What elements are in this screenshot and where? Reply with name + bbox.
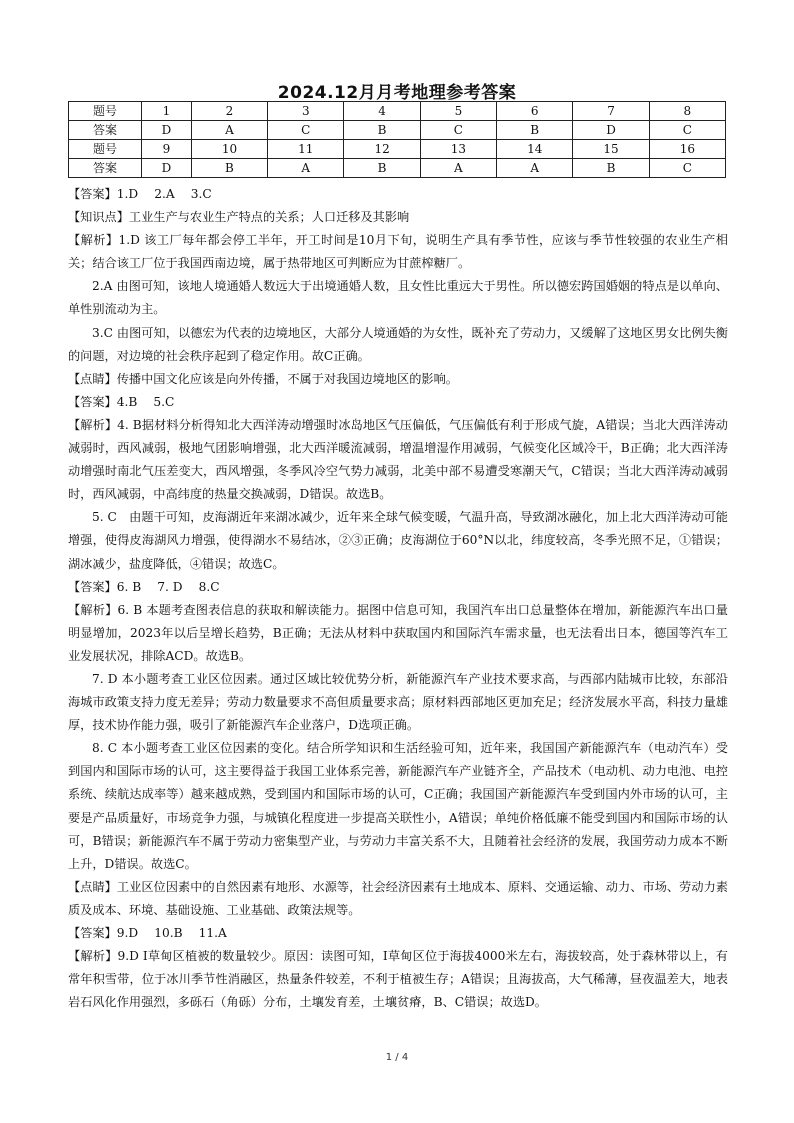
paragraph: 5. C 由题干可知，皮海湖近年来湖冰减少，近年来全球气候变暖，气温升高，导致湖冰融化，加上北大西洋涛动可能增强，使得皮海湖风力增强，使得湖水不易结冰，②③正确；皮海湖位于60°N以北，纬度较高，冬季光照不足，①错误；湖冰减少，盐度降低，④错误；故选C。 <box>68 510 728 571</box>
table-cell: 3 <box>268 102 344 121</box>
paragraph: 【解析】6. B 本题考查图表信息的获取和解读能力。据图中信息可知，我国汽车出口总量整体在增加，新能源汽车出口量明显增加，2023年以后呈增长趋势，B正确；无法从材料中获取国内和国际汽车需求量，也无法看出日本，德国等汽车工业发展状况，排除ACD。故选B。 <box>68 602 728 663</box>
paragraph: 【解析】4. B据材料分析得知北大西洋涛动增强时冰岛地区气压偏低，气压偏低有利于形成气旋，A错误；当北大西洋涛动减弱时，西风减弱，极地气团影响增强，北大西洋暖流减弱，增温增湿作用减弱，气候变化区域冷干，B正确；北大西洋涛动增强时南北气压差变大，西风增强，冬季风冷空气势力减弱，北美中部不易遭受寒潮天气，C错误；当北大西洋涛动减弱时，西风减弱，中高纬度的热量交换减弱，D错误。故选B。 <box>68 417 728 502</box>
table-cell: 16 <box>649 140 725 159</box>
paragraph: 7. D 本小题考查工业区位因素。通过区域比较优势分析，新能源汽车产业技术要求高，与西部内陆城市比较，东部沿海城市政策支持力度无差异；劳动力数量要求不高但质量要求高；原材料西部地区更加充足；经济发展水平高，科技力量雄厚，技术协作能力强，吸引了新能源汽车企业落户，D选项正确。 <box>68 671 728 733</box>
table-cell: 12 <box>344 140 420 159</box>
table-cell: A <box>497 159 573 178</box>
table-cell: 6 <box>497 102 573 121</box>
page-number: 1 / 4 <box>385 1052 409 1063</box>
table-cell: 14 <box>497 140 573 159</box>
table-cell: A <box>420 159 496 178</box>
table-cell: C <box>420 121 496 140</box>
table-row <box>69 102 726 121</box>
paragraph: 【解析】9.D Ⅰ草甸区植被的数量较少。原因：读图可知，Ⅰ草甸区位于海拔4000米左右，海拔较高，处于森林带以上，有常年积雪带，位于冰川季节性消融区，热量条件较差，不利于植被生存；A错误；且海拔高，大气稀薄，昼夜温差大，地表岩石风化作用强烈，多砾石（角砾）分布，土壤发育差，土壤贫瘠，B、C错误；故选D。 <box>68 949 728 1010</box>
table-cell: A <box>191 121 267 140</box>
answer-table-body <box>69 102 726 178</box>
table-cell: D <box>142 121 192 140</box>
paragraph: 【答案】1.D 2.A 3.C <box>68 187 212 201</box>
paragraph: 【知识点】工业生产与农业生产特点的关系；人口迁移及其影响 <box>68 210 410 225</box>
table-cell: 10 <box>191 140 267 159</box>
table-cell: 5 <box>420 102 496 121</box>
table-row-header: 题号 <box>69 140 142 159</box>
table-cell: B <box>497 121 573 140</box>
table-row <box>69 140 726 159</box>
page-title: 2024.12月月考地理参考答案 <box>277 83 517 103</box>
paragraph: 【点睛】传播中国文化应该是向外传播，不属于对我国边境地区的影响。 <box>68 371 458 386</box>
table-row <box>69 159 726 178</box>
table-cell: 7 <box>573 102 649 121</box>
paragraph: 【答案】9.D 10.B 11.A <box>68 926 227 940</box>
table-cell: B <box>344 159 420 178</box>
table-cell: B <box>191 159 267 178</box>
paragraph: 【答案】6. B 7. D 8.C <box>68 579 220 594</box>
table-row <box>69 121 726 140</box>
table-cell: 1 <box>142 102 192 121</box>
paragraph: 2.A 由图可知，该地人境通婚人数远大于出境通婚人数，且女性比重远大于男性。所以德宏跨国婚姻的特点是以单向、单性别流动为主。 <box>68 279 728 317</box>
table-cell: 2 <box>191 102 267 121</box>
table-cell: 15 <box>573 140 649 159</box>
table-cell: 9 <box>142 140 192 159</box>
paragraph: 8. C 本小题考查工业区位因素的变化。结合所学知识和生活经验可知，近年来，我国国产新能源汽车（电动汽车）受到国内和国际市场的认可，这主要得益于我国工业体系完善，新能源汽车产业链齐全，产品技术（电动机、动力电池、电控系统、续航达成率等）越来越成熟，受到国内和国际市场的认可，C正确；我国国产新能源汽车受到国内外市场的认可，主要是产品质量好，市场竞争力强，与城镇化程度进一步提高关联性小，A错误；单纯价格低廉不能受到国内和国际市场的认可，B错误；新能源汽车不属于劳动力密集型产业，与劳动力丰富关系不大，且随着社会经济的发展，我国劳动力成本不断上升，D错误。故选C。 <box>68 741 728 871</box>
table-cell: 11 <box>268 140 344 159</box>
table-cell: A <box>268 159 344 178</box>
paragraph: 【答案】4.B 5.C <box>68 394 175 409</box>
table-cell: D <box>573 121 649 140</box>
table-cell: C <box>649 159 725 178</box>
paragraph: 【解析】1.D 该工厂每年都会停工半年，开工时间是10月下旬，说明生产具有季节性，应该与季节性较强的农业生产相关；结合该工厂位于我国西南边境，属于热带地区可判断应为甘蔗榨糖厂。 <box>68 233 728 271</box>
table-cell: 13 <box>420 140 496 159</box>
answer-table <box>68 101 726 178</box>
table-row-header: 题号 <box>69 102 142 121</box>
paragraph: 【点睛】工业区位因素中的自然因素有地形、水源等，社会经济因素有土地成本、原料、交通运输、动力、市场、劳动力素质及成本、环境、基础设施、工业基础、政策法规等。 <box>68 879 728 917</box>
table-cell: B <box>573 159 649 178</box>
table-cell: D <box>142 159 192 178</box>
table-cell: C <box>268 121 344 140</box>
table-row-header: 答案 <box>69 121 142 140</box>
explanation-content <box>68 183 728 1014</box>
table-row-header: 答案 <box>69 159 142 178</box>
table-cell: C <box>649 121 725 140</box>
table-cell: B <box>344 121 420 140</box>
table-cell: 8 <box>649 102 725 121</box>
table-cell: 4 <box>344 102 420 121</box>
paragraph: 3.C 由图可知，以德宏为代表的边境地区，大部分人境通婚的为女性，既补充了劳动力，又缓解了这地区男女比例失衡的问题，对边境的社会秩序起到了稳定作用。故C正确。 <box>68 325 728 363</box>
